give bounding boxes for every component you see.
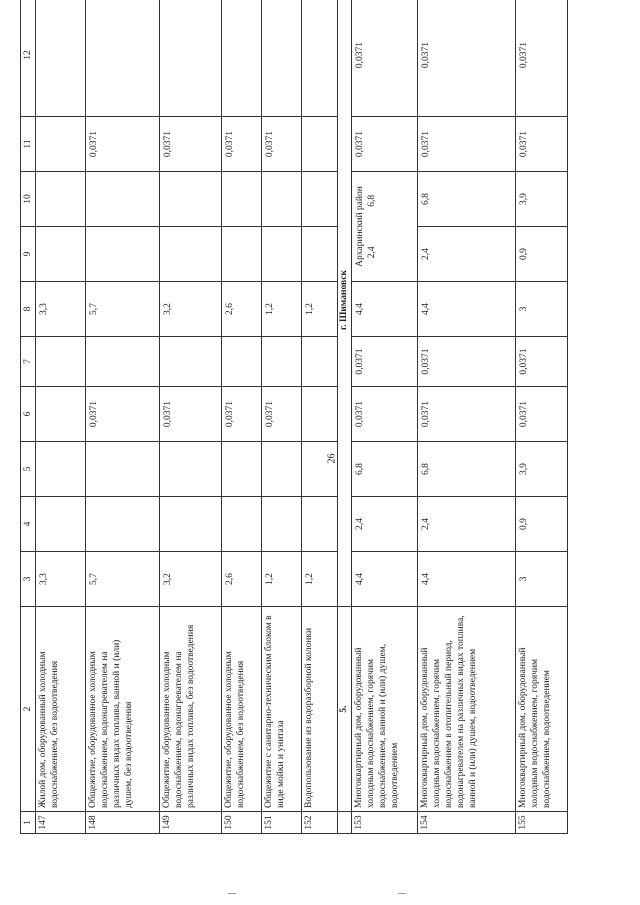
row-description: Многоквартирный дом, оборудованный холодным водоснабжением, горячим водоснабжением в отопительный период, водонагревателем на различных видах топлива, ванной и (или) душем, водоотведением xyxy=(418,607,516,812)
cell-value: 0,0371 xyxy=(352,117,418,172)
cell-value: 2,4 xyxy=(418,227,516,282)
section-city: г. Шимановск xyxy=(338,0,352,607)
cell-value: 5,7 xyxy=(86,552,160,607)
scan-mark xyxy=(228,893,236,894)
column-header: 2 xyxy=(21,607,36,812)
cell-value: 3 xyxy=(516,282,568,337)
cell-value: 0,0371 xyxy=(222,117,262,172)
cell-value: 4,4 xyxy=(352,282,418,337)
cell-value: 0,0371 xyxy=(516,387,568,442)
cell-value: 3,2 xyxy=(160,552,222,607)
row-number: 155 xyxy=(516,812,568,834)
cell-value: 4,4 xyxy=(418,282,516,337)
row-description: Многоквартирный дом, оборудованный холодным водоснабжением, горячим водоснабжением, ванной и (или) душем, водоотведением xyxy=(352,607,418,812)
page-number: 26 xyxy=(326,453,338,464)
cell-value: 0,0371 xyxy=(222,387,262,442)
row-description: Общежитие с санитарно-техническим блоком в виде мойки и унитаза xyxy=(262,607,302,812)
row-number: 147 xyxy=(36,812,86,834)
region-label: Архаринский район xyxy=(355,186,365,267)
row-description: Общежитие, оборудованное холодным водоснабжением, водонагревателем на различных видах топлива, ванной и (или) душем, без водоотведения xyxy=(86,607,160,812)
cell-value: 6,8 xyxy=(418,442,516,497)
column-header: 7 xyxy=(21,337,36,387)
row-description: Водопользование из водоразборной колонки xyxy=(302,607,338,812)
cell-value: 0,0371 xyxy=(352,0,418,117)
cell-value: 1,2 xyxy=(302,552,338,607)
column-header: 4 xyxy=(21,497,36,552)
table-row xyxy=(262,0,302,834)
cell-value: 0,0371 xyxy=(418,387,516,442)
cell-value: 4,4 xyxy=(418,552,516,607)
cell-value: 0,0371 xyxy=(418,337,516,387)
table-row xyxy=(302,0,338,834)
row-number: 151 xyxy=(262,812,302,834)
cell-value: 0,0371 xyxy=(262,117,302,172)
scan-mark xyxy=(398,893,406,894)
column-header: 5 xyxy=(21,442,36,497)
cell-value: 5,7 xyxy=(86,282,160,337)
cell-value: 3,9 xyxy=(516,442,568,497)
column-header: 10 xyxy=(21,172,36,227)
column-header: 6 xyxy=(21,387,36,442)
column-header: 9 xyxy=(21,227,36,282)
row-description: Общежитие, оборудованное холодным водоснабжением, без водоотведения xyxy=(222,607,262,812)
cell-value: 6,8 xyxy=(367,194,377,207)
cell-value: 1,2 xyxy=(302,282,338,337)
cell-value: 0,0371 xyxy=(160,387,222,442)
row-number: 148 xyxy=(86,812,160,834)
cell-value: 0,0371 xyxy=(352,337,418,387)
row-number: 149 xyxy=(160,812,222,834)
cell-value: 3,3 xyxy=(36,282,86,337)
cell-value: 0,0371 xyxy=(516,117,568,172)
table-row xyxy=(418,0,516,834)
cell-value: 0,0371 xyxy=(86,387,160,442)
cell-value: 2,4 xyxy=(418,497,516,552)
cell-value: 3,9 xyxy=(516,172,568,227)
cell-value: 0,0371 xyxy=(352,387,418,442)
table-row xyxy=(36,0,86,834)
cell-value: 0,0371 xyxy=(418,117,516,172)
row-number: 153 xyxy=(352,812,418,834)
cell-value: 6,8 xyxy=(418,172,516,227)
region-cell xyxy=(352,172,418,282)
row-description: Многоквартирный дом, оборудованный холодным водоснабжением, горячим водоснабжением, водоотведением xyxy=(516,607,568,812)
rotated-table-container xyxy=(20,0,600,834)
cell-value: 0,0371 xyxy=(160,117,222,172)
cell-value: 0,0371 xyxy=(516,0,568,117)
section-row xyxy=(338,0,352,834)
tariff-table xyxy=(20,0,568,834)
cell-value: 3 xyxy=(516,552,568,607)
column-header: 1 xyxy=(21,812,36,834)
column-header: 12 xyxy=(21,0,36,117)
table-row xyxy=(222,0,262,834)
row-number: 154 xyxy=(418,812,516,834)
cell-value: 1,2 xyxy=(262,552,302,607)
cell-value: 3,3 xyxy=(36,552,86,607)
row-number: 152 xyxy=(302,812,338,834)
row-description: Жилой дом, оборудованный холодным водоснабжением, без водоотведения xyxy=(36,607,86,812)
table-row xyxy=(86,0,160,834)
cell-value: 6,8 xyxy=(352,442,418,497)
cell-value: 2,4 xyxy=(352,497,418,552)
column-header: 8 xyxy=(21,282,36,337)
cell-value: 1,2 xyxy=(262,282,302,337)
table-row xyxy=(516,0,568,834)
column-header: 11 xyxy=(21,117,36,172)
cell-value: 3,2 xyxy=(160,282,222,337)
row-description: Общежитие, оборудованное холодным водоснабжением, водонагревателем на различных видах топлива, без водоотведения xyxy=(160,607,222,812)
section-number: 5. xyxy=(338,607,352,812)
cell-value: 2,6 xyxy=(222,552,262,607)
cell-value: 0,0371 xyxy=(516,337,568,387)
cell-value: 0,9 xyxy=(516,227,568,282)
cell-value: 0,0371 xyxy=(418,0,516,117)
table-row xyxy=(160,0,222,834)
cell-value: 0,0371 xyxy=(262,387,302,442)
cell-value: 0,9 xyxy=(516,497,568,552)
cell-value: 2,6 xyxy=(222,282,262,337)
table-row xyxy=(352,0,418,834)
cell-value: 2,4 xyxy=(367,246,377,259)
row-number: 150 xyxy=(222,812,262,834)
cell-value: 0,0371 xyxy=(86,117,160,172)
cell-value: 4,4 xyxy=(352,552,418,607)
column-header: 3 xyxy=(21,552,36,607)
column-number-row xyxy=(21,0,36,834)
